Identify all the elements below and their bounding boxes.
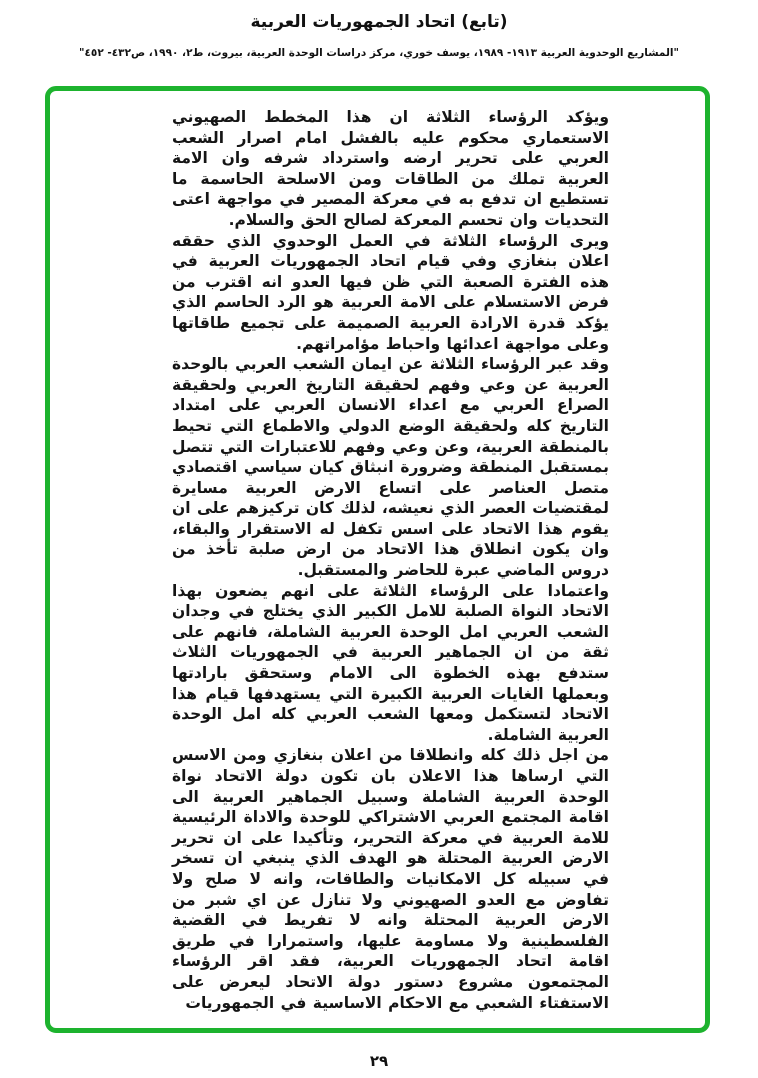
page-title: (تابع) اتحاد الجمهوريات العربية xyxy=(250,12,508,32)
body-paragraph: وقد عبر الرؤساء الثلاثة عن ايمان الشعب العربي بالوحدة العربية عن وعي وفهم لحقيقة التاريخ العربي ولحقيقة الصراع العربي مع اعداء الانسان العربي على امتداد التاريخ كله ولحقيقة الوضع الدولي والاطماع التي تحيط بالمنطقة العربية، وعن وعي وفهم للاعتبارات التي تتصل بمستقبل المنطقة وضرورة انبثاق كيان سياسي اقتصادي متصل العناصر على اتساع الارض العربية مسايرة لمقتضيات العصر الذي نعيشه، لذلك كان تركيزهم على ان يقوم هذا الاتحاد على اسس تكفل له الاستقرار والبقاء، وان يكون انطلاق هذا الاتحاد من ارض صلبة تأخذ من دروس الماضي عبرة للحاضر والمستقبل. xyxy=(172,355,609,580)
body-paragraph: واعتمادا على الرؤساء الثلاثة على انهم يضعون بهذا الاتحاد النواة الصلبة للامل الكبير الذي يختلج في وجدان الشعب العربي امل الوحدة العربية الشاملة، فانهم على ثقة من ان الجماهير العربية في الجمهوريات الثلاث ستدفع بهذه الخطوة الى الامام وستحقق بارادتها وبعملها الغايات العربية الكبيرة التي يستهدفها قيام هذا الاتحاد لتستكمل ومعها الشعب العربي كله امل الوحدة العربية الشاملة. xyxy=(172,581,609,744)
article-body xyxy=(55,96,700,1023)
body-paragraph: ويؤكد الرؤساء الثلاثة ان هذا المخطط الصهيوني الاستعماري محكوم عليه بالفشل امام اصرار الشعب العربي على تحرير ارضه واسترداد شرفه وان الامة العربية تملك من الطاقات ومن الاسلحة الحاسمة ما تستطيع ان تدفع به في معركة المصير في مواجهة اعتى التحديات وان تحسم المعركة لصالح الحق والسلام. xyxy=(172,108,609,229)
green-frame xyxy=(45,86,710,1033)
body-paragraph: من اجل ذلك كله وانطلاقا من اعلان بنغازي ومن الاسس التي ارساها هذا الاعلان بان تكون دولة الاتحاد نواة الوحدة العربية الشاملة وسبيل الجماهير العربية الى اقامة المجتمع العربي الاشتراكي للوحدة والاداة الرئيسية للامة العربية في معركة التحرير، وتأكيدا على ان تحرير الارض العربية المحتلة هو الهدف الذي ينبغي ان تسخر في سبيله كل الامكانيات والطاقات، وانه لا صلح ولا تفاوض مع العدو الصهيوني ولا تنازل عن اي شبر من الارض العربية المحتلة وانه لا تفريط في القضية الفلسطينية ولا مساومة عليها، واستمرارا في طريق اقامة اتحاد الجمهوريات العربية، فقد اقر الرؤساء المجتمعون مشروع دستور دولة الاتحاد ليعرض على الاستفتاء الشعبي مع الاحكام الاساسية في الجمهوريات xyxy=(172,746,609,1012)
citation-line: "المشاريع الوحدوية العربية ١٩١٣- ١٩٨٩، يوسف خوري، مركز دراسات الوحدة العربية، بيروت، ط٢، ١٩٩٠، ص٤٣٢- ٤٥٢" xyxy=(79,47,679,59)
page-number: ٢٩ xyxy=(369,1052,389,1070)
body-paragraph: ويرى الرؤساء الثلاثة في العمل الوحدوي الذي حققه اعلان بنغازي وفي قيام اتحاد الجمهوريات العربية في هذه الفترة الصعبة التي ظن فيها العدو انه اقترب من فرض الاستسلام على الامة العربية هو الرد الحاسم الذي يؤكد قدرة الارادة العربية الصميمة على تجميع طاقاتها وعلى مواجهة اعدائها واحباط مؤامراتهم. xyxy=(172,231,609,353)
